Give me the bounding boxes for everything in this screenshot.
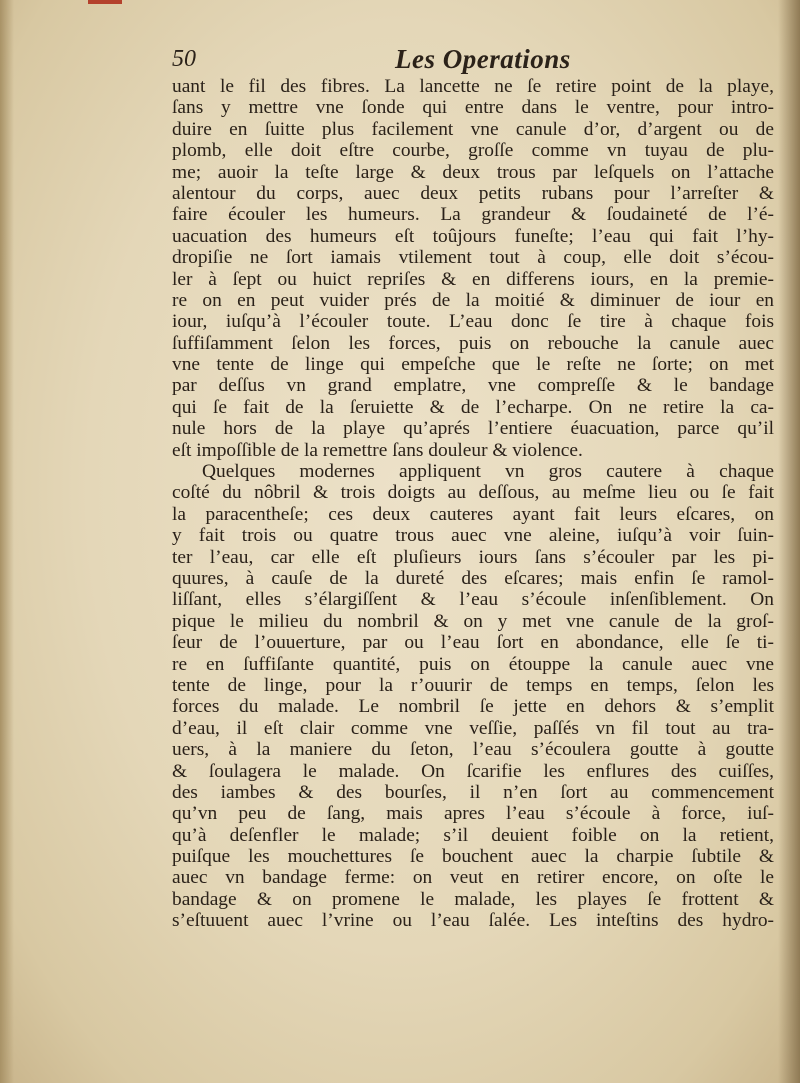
text-line: eſt impoſſible de la remettre ſans douleur & violence. bbox=[172, 439, 583, 461]
text-line: ſeur de l’ouuerture, par ou l’eau ſort en abondance, elle ſe ti- bbox=[172, 632, 774, 654]
text-line: coſté du nôbril & trois doigts au deſſous, au meſme lieu ou ſe fait bbox=[172, 482, 774, 504]
paragraph-start-line: Quelques modernes appliquent vn gros cautere à chaque bbox=[202, 461, 774, 483]
text-line: dropiſie ne ſort iamais vtilement tout à coup, elle doit s’écou- bbox=[172, 247, 774, 269]
text-line: & ſoulagera le malade. On ſcarifie les enflures des cuiſſes, bbox=[172, 760, 774, 782]
page-header bbox=[170, 44, 790, 80]
text-line: re on en peut vuider prés de la moitié & diminuer de iour en bbox=[172, 289, 774, 311]
text-line: alentour du corps, auec deux petits rubans pour l’arreſter & bbox=[172, 182, 774, 204]
text-line: qui ſe fait de la ſeruiette & de l’echarpe. On ne retire la ca- bbox=[172, 396, 774, 418]
text-line: duire en ſuitte plus facilement vne canule d’or, d’argent ou de bbox=[172, 118, 774, 140]
text-line: bandage & on promene le malade, les playes ſe frottent & bbox=[172, 888, 774, 910]
text-line: iour, iuſqu’à l’écouler toute. L’eau donc ſe tire à chaque fois bbox=[172, 311, 774, 333]
text-line: tente de linge, pour la r’ouurir de temps en temps, ſelon les bbox=[172, 674, 774, 696]
text-line: nule hors de la playe qu’aprés l’entiere éuacuation, parce qu’il bbox=[172, 418, 774, 440]
text-line: puiſque les mouchettures ſe bouchent auec la charpie ſubtile & bbox=[172, 846, 774, 868]
text-line: des iambes & des bourſes, il n’en ſort au commencement bbox=[172, 781, 774, 803]
text-line: qu’vn peu de ſang, mais apres l’eau s’écoule à force, iuſ- bbox=[172, 803, 774, 825]
text-line: d’eau, il eſt clair comme vne veſſie, paſſés vn fil tout au tra- bbox=[172, 717, 774, 739]
text-line: par deſſus vn grand emplatre, vne compreſſe & le bandage bbox=[172, 375, 774, 397]
text-line: s’eſtuuent auec l’vrine ou l’eau ſalée. Les inteſtins des hydro- bbox=[172, 910, 774, 932]
text-line: faire écouler les humeurs. La grandeur & ſoudaineté de l’é- bbox=[172, 204, 774, 226]
body-text bbox=[172, 76, 774, 932]
page-corner-mark bbox=[88, 0, 122, 4]
text-line: plomb, elle doit eſtre courbe, groſſe comme vn tuyau de plu- bbox=[172, 140, 774, 162]
text-line: uacuation des humeurs eſt toûjours funeſte; l’eau qui fait l’hy- bbox=[172, 225, 774, 247]
text-line: ſuffiſamment ſelon les forces, puis on rebouche la canule auec bbox=[172, 332, 774, 354]
text-line: quures, à cauſe de la dureté des eſcares; mais enfin ſe ramol- bbox=[172, 567, 774, 589]
text-line: ter l’eau, car elle eſt pluſieurs iours ſans s’écouler par les pi- bbox=[172, 546, 774, 568]
page-number: 50 bbox=[172, 46, 196, 72]
text-line: ler à ſept ou huict repriſes & en differens iours, en la premie- bbox=[172, 268, 774, 290]
text-line: re en ſuffiſante quantité, puis on étouppe la canule auec vne bbox=[172, 653, 774, 675]
text-line: me; auoir la teſte large & deux trous par leſquels on l’attache bbox=[172, 161, 774, 183]
text-line: liſſant, elles s’élargiſſent & l’eau s’écoule inſenſiblement. On bbox=[172, 589, 774, 611]
running-title: Les Operations bbox=[395, 44, 571, 74]
text-line: auec vn bandage ferme: on veut en retirer encore, on oſte le bbox=[172, 867, 774, 889]
text-line: qu’à deſenfler le malade; s’il deuient foible on la retient, bbox=[172, 824, 774, 846]
text-line: vne tente de linge qui empeſche que le reſte ne ſorte; on met bbox=[172, 354, 774, 376]
text-line: uant le fil des fibres. La lancette ne ſe retire point de la playe, bbox=[172, 76, 774, 97]
text-line: ſans y mettre vne ſonde qui entre dans le ventre, pour intro- bbox=[172, 97, 774, 119]
text-line: pique le milieu du nombril & on y met vne canule de la groſ- bbox=[172, 610, 774, 632]
text-line: forces du malade. Le nombril ſe jette en dehors & s’emplit bbox=[172, 696, 774, 718]
text-line: la paracentheſe; ces deux cauteres ayant fait leurs eſcares, on bbox=[172, 503, 774, 525]
text-line: y fait trois ou quatre trous auec vne aleine, iuſqu’à voir ſuin- bbox=[172, 525, 774, 547]
text-line: uers, à la maniere du ſeton, l’eau s’écoulera goutte à goutte bbox=[172, 739, 774, 761]
